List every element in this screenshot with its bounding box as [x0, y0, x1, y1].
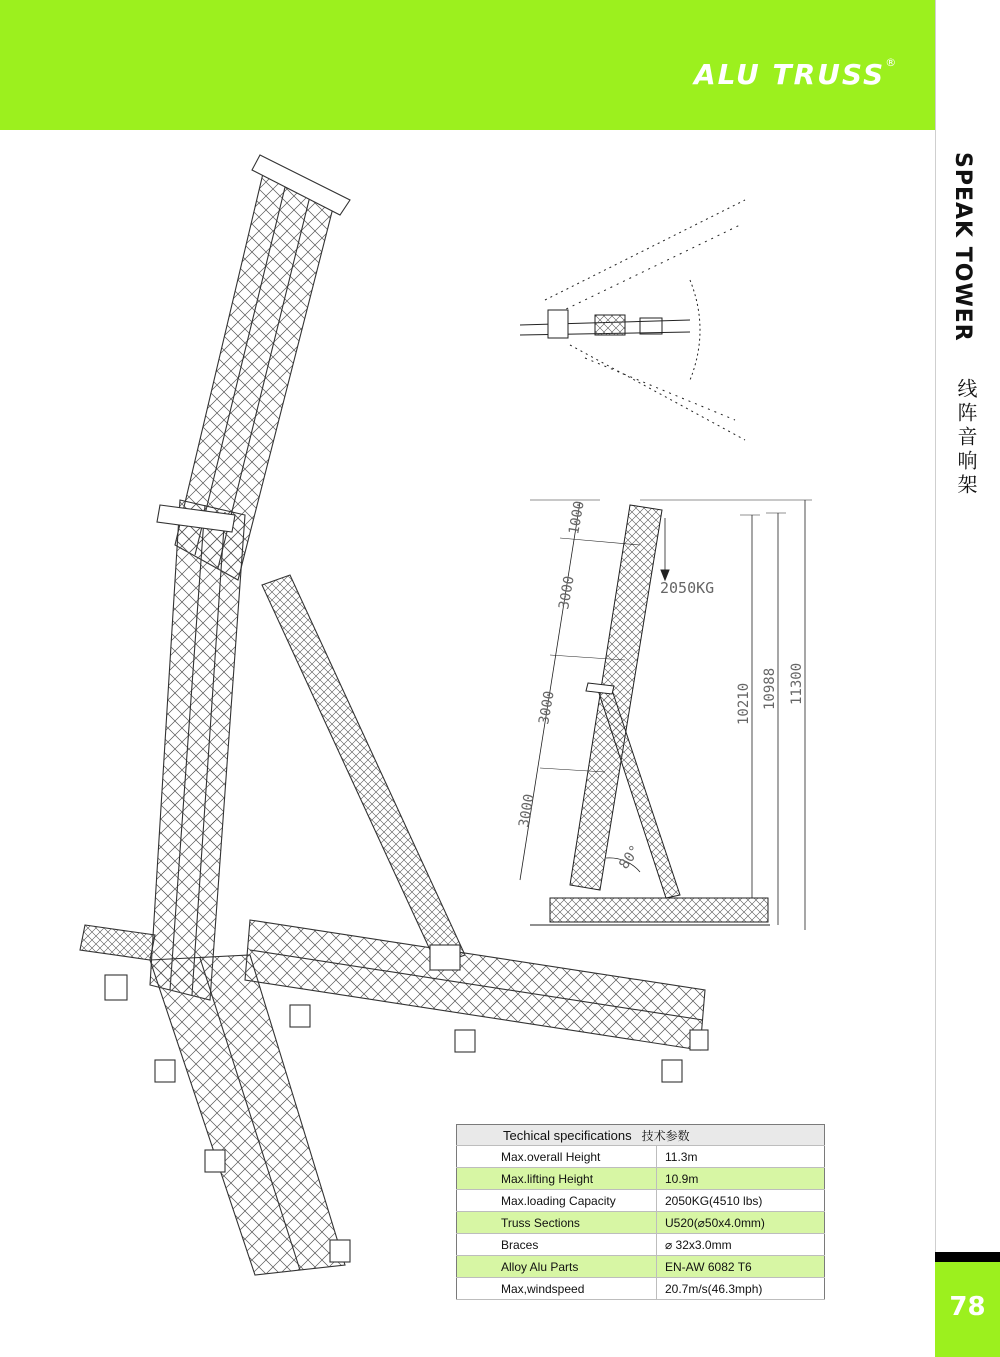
- spec-label: Max.loading Capacity: [457, 1190, 657, 1212]
- side-elevation: [520, 500, 812, 930]
- height-label-lifting: 10210: [736, 682, 752, 725]
- page-number-divider: [935, 1252, 1000, 1262]
- spec-table-header: [457, 1125, 825, 1146]
- spec-row-loading-capacity: [457, 1190, 825, 1212]
- spec-row-lifting-height: [457, 1168, 825, 1190]
- spec-value: 20.7m/s(46.3mph): [657, 1278, 825, 1300]
- page-number: 78: [949, 1292, 986, 1322]
- angle-label: 80°: [616, 842, 644, 873]
- spec-value: EN-AW 6082 T6: [657, 1256, 825, 1278]
- spec-table: [456, 1124, 825, 1300]
- sidebar-title: SPEAK TOWER: [950, 152, 975, 342]
- brand-logo: ALU TRUSS®: [694, 56, 899, 91]
- spec-label: Max.lifting Height: [457, 1168, 657, 1190]
- segment-label-middle: 3000: [536, 689, 558, 726]
- load-label: 2050KG: [660, 579, 715, 597]
- spec-row-braces: [457, 1234, 825, 1256]
- spec-label: Alloy Alu Parts: [457, 1256, 657, 1278]
- top-view-schematic: [520, 200, 745, 440]
- spec-row-truss-sections: [457, 1212, 825, 1234]
- spec-label: Max,windspeed: [457, 1278, 657, 1300]
- spec-row-overall-height: [457, 1146, 825, 1168]
- spec-label: Max.overall Height: [457, 1146, 657, 1168]
- height-label-overall: 11300: [789, 662, 805, 705]
- spec-value: 10.9m: [657, 1168, 825, 1190]
- spec-value: 11.3m: [657, 1146, 825, 1168]
- sidebar-title-cn: 线阵音响架: [954, 378, 978, 498]
- spec-value: ⌀ 32x3.0mm: [657, 1234, 825, 1256]
- segment-label-lower: 3000: [516, 792, 538, 829]
- spec-value: U520(⌀50x4.0mm): [657, 1212, 825, 1234]
- spec-table-title: Techical specifications: [503, 1127, 632, 1143]
- spec-label: Truss Sections: [457, 1212, 657, 1234]
- spec-row-alloy-parts: [457, 1256, 825, 1278]
- segment-label-upper: 3000: [556, 574, 578, 611]
- spec-label: Braces: [457, 1234, 657, 1256]
- height-label-max: 10988: [762, 667, 778, 710]
- spec-table-title-cn: 技术参数: [641, 1128, 690, 1143]
- segment-label-top: 1000: [566, 499, 588, 536]
- spec-value: 2050KG(4510 lbs): [657, 1190, 825, 1212]
- spec-row-windspeed: [457, 1278, 825, 1300]
